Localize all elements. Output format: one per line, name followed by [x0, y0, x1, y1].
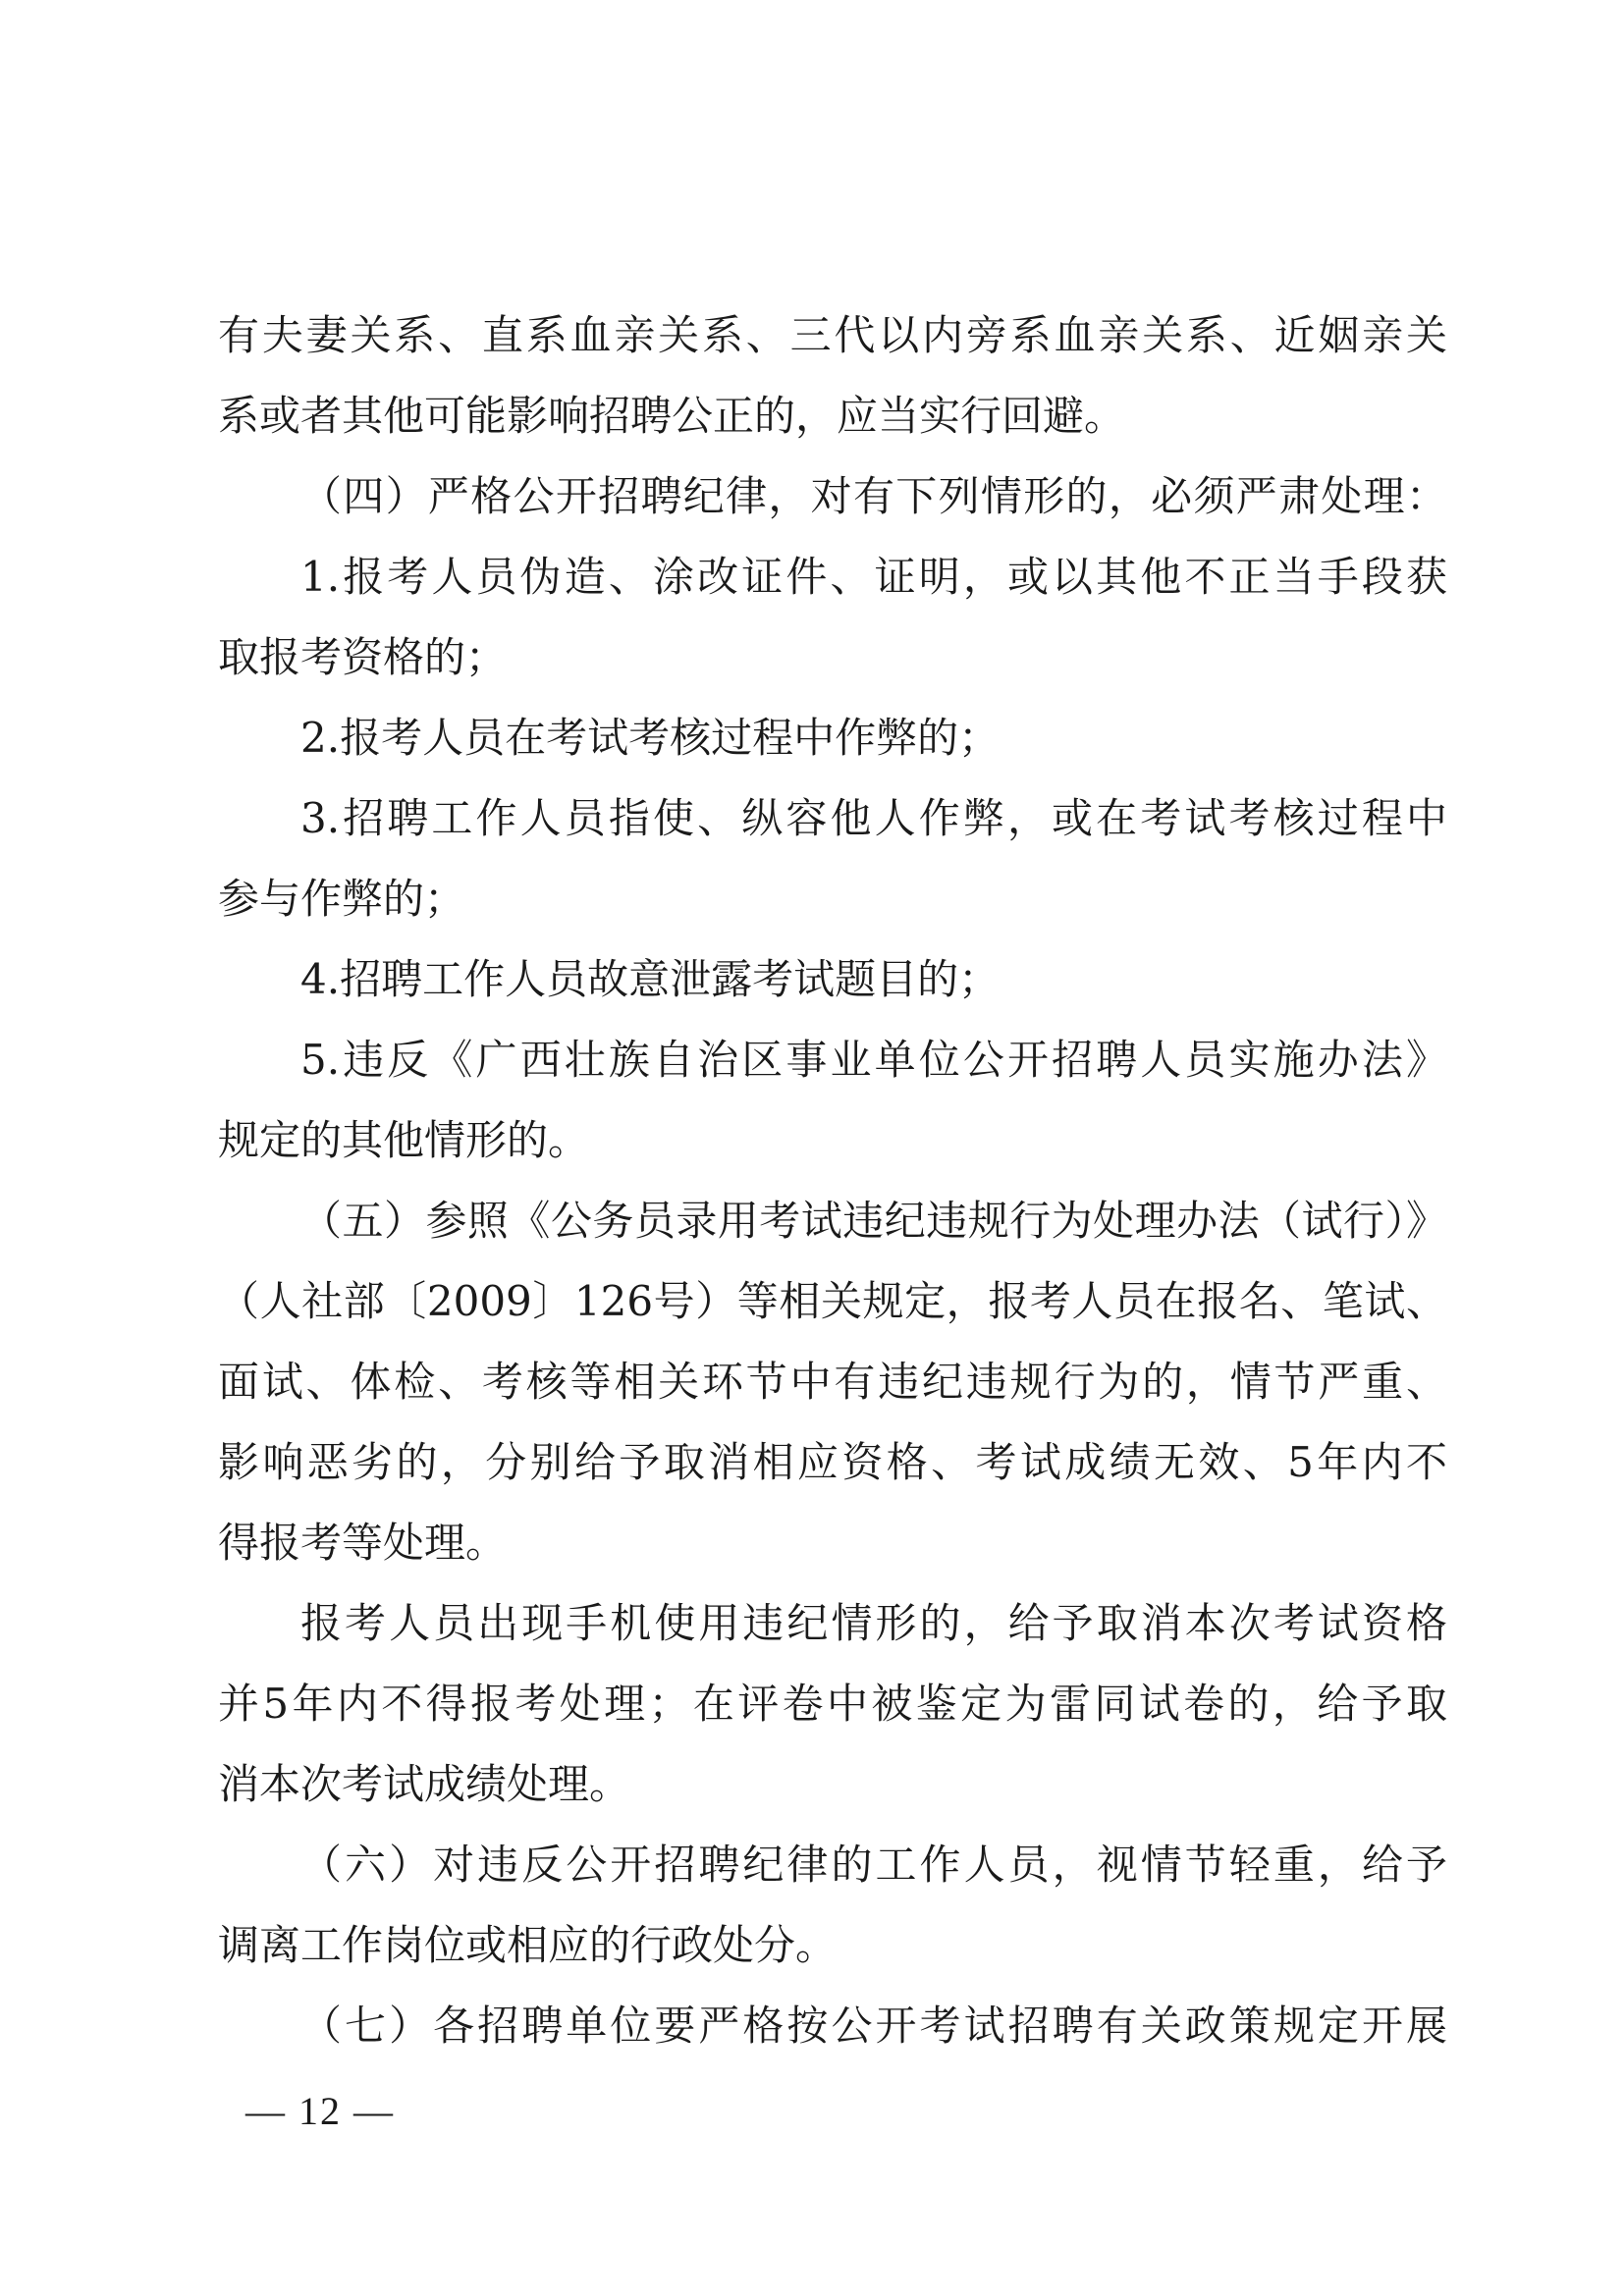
paragraph-line: 报考人员出现手机使用违纪情形的，给予取消本次考试资格: [300, 1599, 1447, 1647]
paragraph-line: （人社部〔2009〕126号）等相关规定，报考人员在报名、笔试、: [218, 1277, 1447, 1325]
paragraph-line: 调离工作岗位或相应的行政处分。: [218, 1921, 838, 1969]
paragraph-line: （七）各招聘单位要严格按公开考试招聘有关政策规定开展: [300, 2002, 1447, 2050]
list-item-line: 4.招聘工作人员故意泄露考试题目的；: [300, 955, 1001, 1003]
paragraph-line: 系或者其他可能影响招聘公正的，应当实行回避。: [218, 392, 1126, 440]
paragraph-line: 有夫妻关系、直系血亲关系、三代以内旁系血亲关系、近姻亲关: [218, 311, 1447, 359]
list-item-line: 参与作弊的；: [218, 875, 466, 923]
list-item-line: 2.报考人员在考试考核过程中作弊的；: [300, 714, 1001, 762]
paragraph-line: 消本次考试成绩处理。: [218, 1760, 631, 1808]
paragraph-line: （四）严格公开招聘纪律，对有下列情形的，必须严肃处理：: [300, 472, 1447, 520]
paragraph-line: 影响恶劣的，分别给予取消相应资格、考试成绩无效、5年内不: [218, 1438, 1447, 1486]
paragraph-line: 并5年内不得报考处理；在评卷中被鉴定为雷同试卷的，给予取: [218, 1680, 1447, 1728]
paragraph-line: 面试、体检、考核等相关环节中有违纪违规行为的，情节严重、: [218, 1358, 1447, 1406]
list-item-line: 1.报考人员伪造、涂改证件、证明，或以其他不正当手段获: [300, 553, 1447, 601]
list-item-line: 规定的其他情形的。: [218, 1116, 590, 1164]
page-number: — 12 —: [245, 2089, 395, 2133]
paragraph-line: （五）参照《公务员录用考试违纪违规行为处理办法（试行）》: [300, 1197, 1447, 1245]
list-item-line: 3.招聘工作人员指使、纵容他人作弊，或在考试考核过程中: [300, 794, 1447, 842]
list-item-line: 取报考资格的；: [218, 633, 508, 681]
paragraph-line: （六）对违反公开招聘纪律的工作人员，视情节轻重，给予: [300, 1841, 1447, 1889]
paragraph-line: 得报考等处理。: [218, 1519, 508, 1567]
list-item-line: 5.违反《广西壮族自治区事业单位公开招聘人员实施办法》: [300, 1036, 1447, 1084]
